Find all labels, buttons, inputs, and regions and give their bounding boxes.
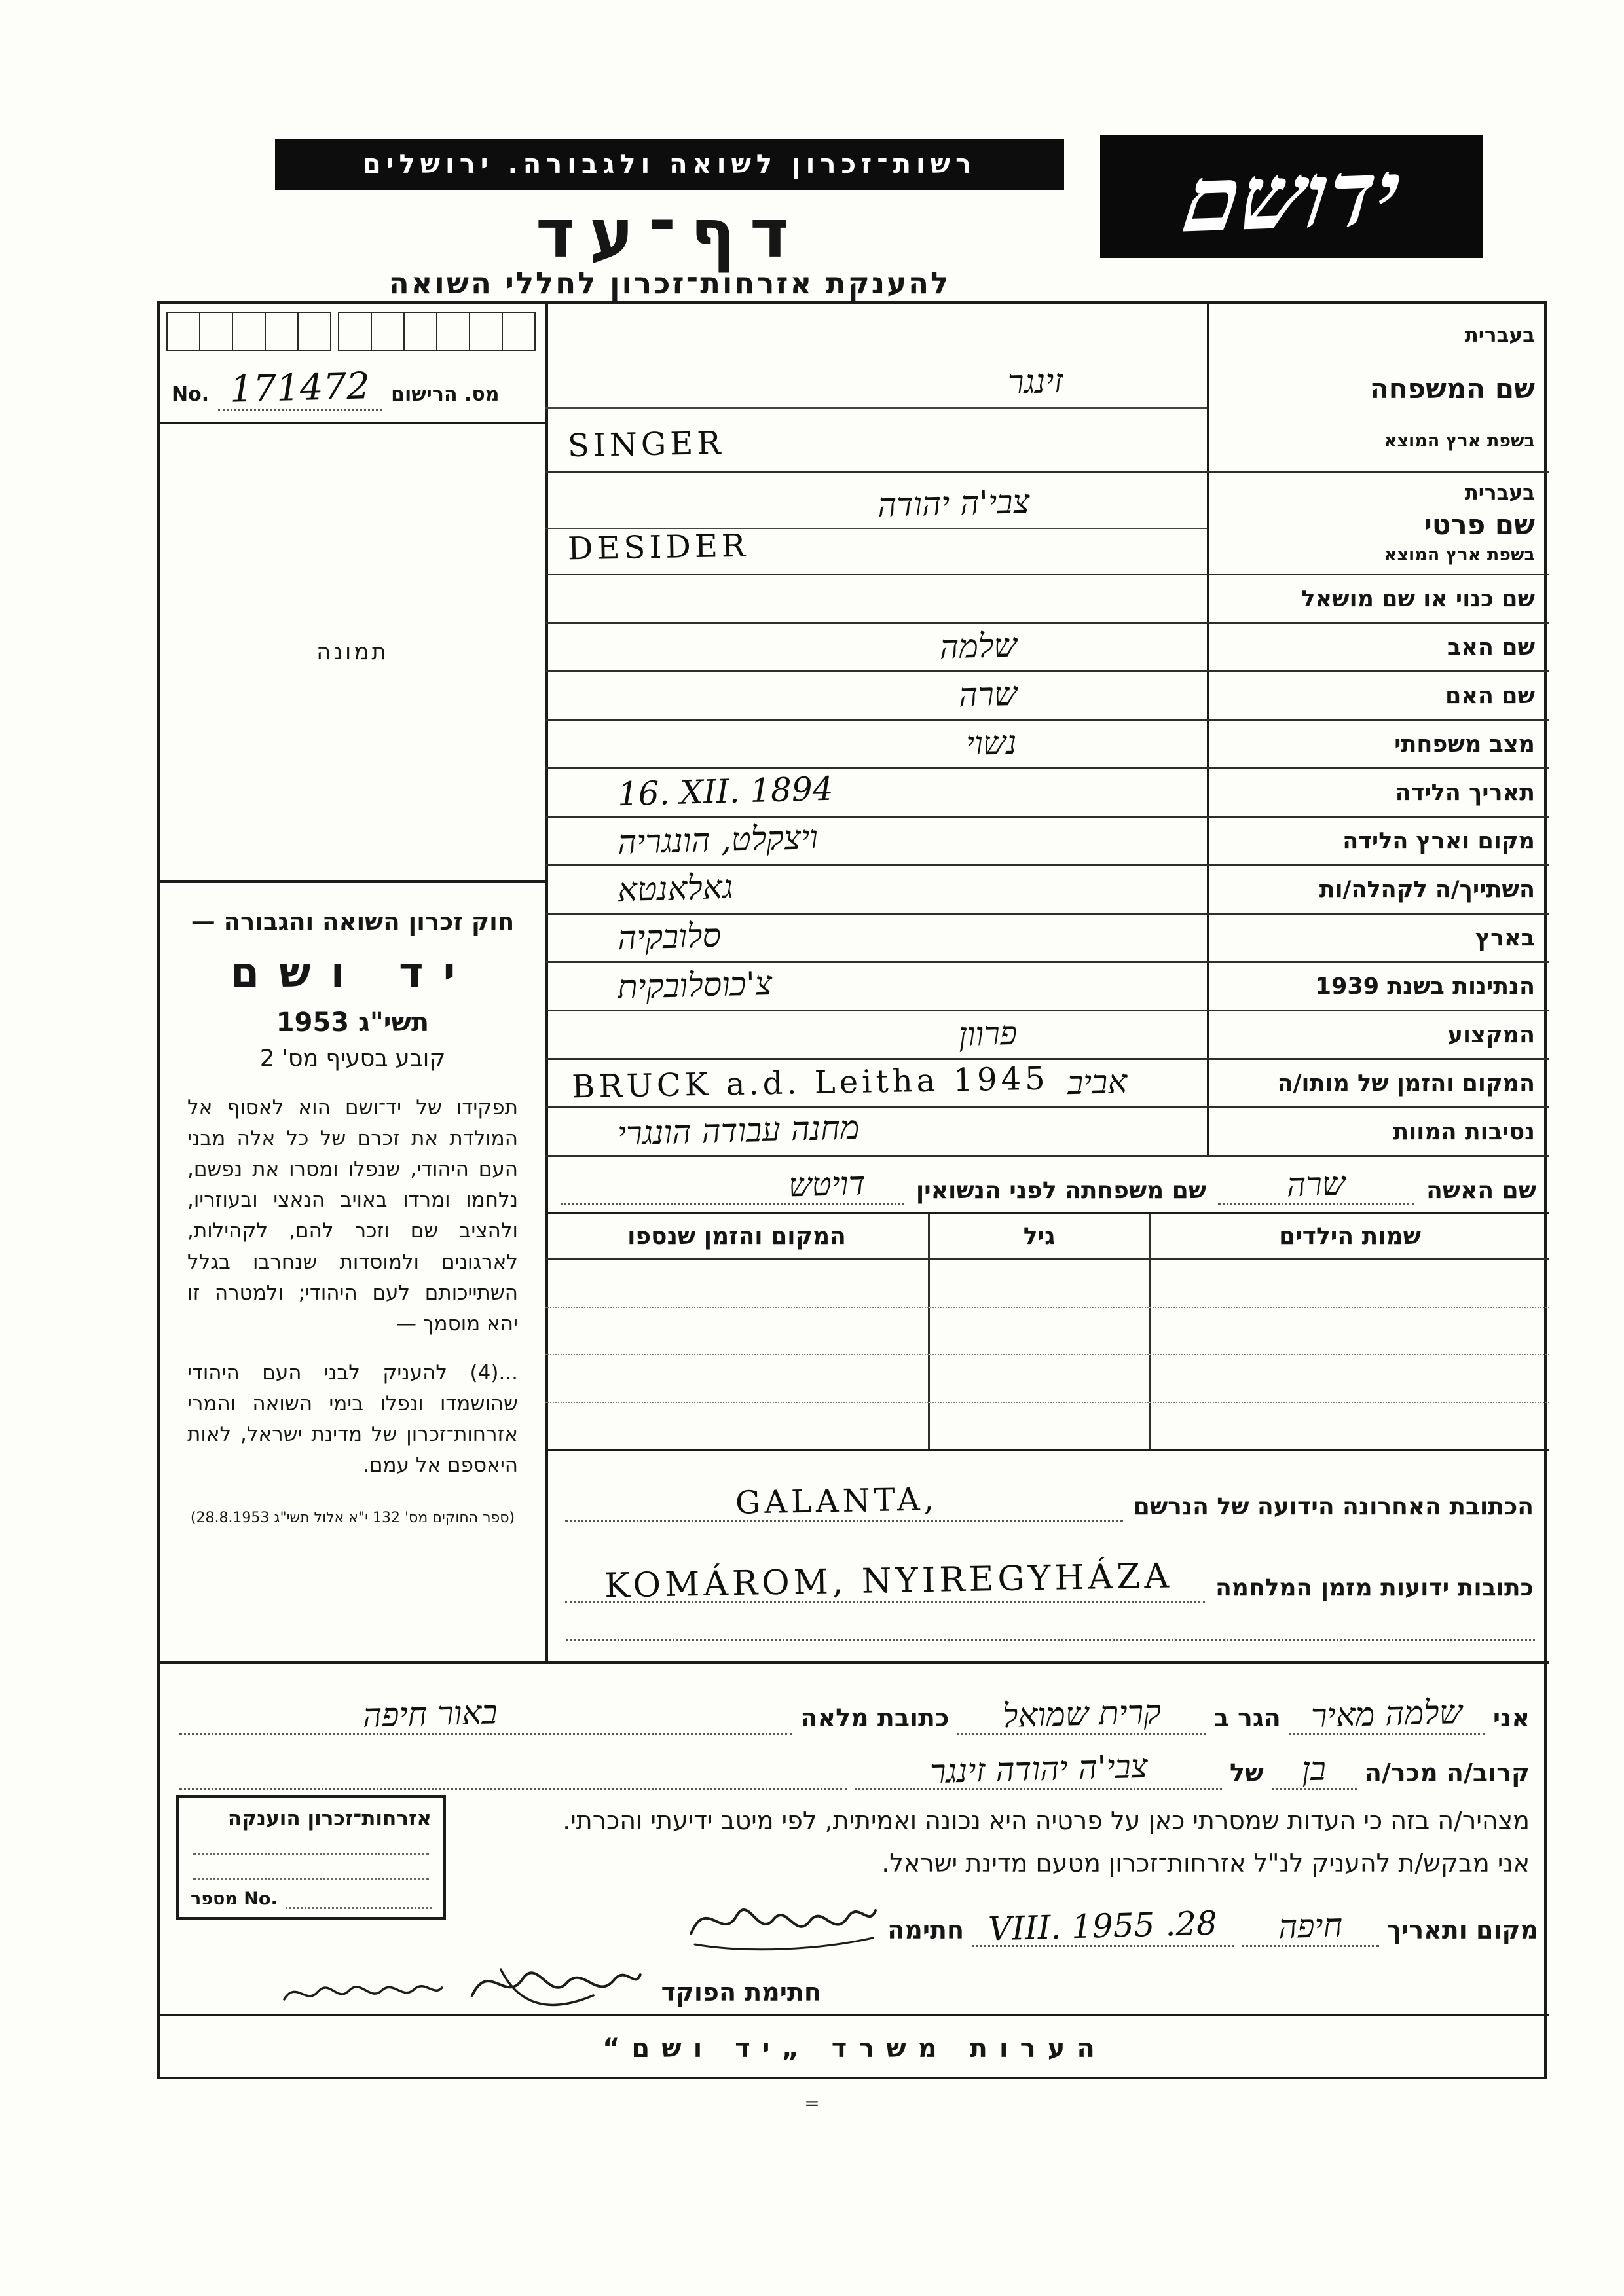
field-label-text: שם האב <box>1447 634 1535 661</box>
children-names-header: שמות הילדים <box>1149 1214 1549 1258</box>
field-label <box>1207 963 1549 1010</box>
place-field <box>1242 1907 1379 1947</box>
form-row-citizenship-1939 <box>545 963 1549 1011</box>
divider <box>160 1661 1549 1664</box>
subject-name-handwriting: צבי'ה יהודה זינגר <box>929 1747 1149 1791</box>
family-name-label: שם המשפחה <box>1369 373 1535 405</box>
grid-cell <box>371 312 405 351</box>
declaration-line-signature <box>648 1888 1538 1947</box>
wartime-addresses-field <box>565 1556 1205 1606</box>
handwritten-value-latin: BRUCK a.d. Leitha 1945 <box>571 1060 1050 1106</box>
declarant-name-field <box>1289 1692 1485 1736</box>
children-table-row <box>545 1355 1549 1403</box>
wife-name-field <box>1218 1165 1414 1205</box>
hebrew-label: בעברית <box>1464 481 1535 505</box>
registration-number-row <box>172 367 500 411</box>
page-subtitle: להענקת אזרחות־זכרון לחללי השואה <box>388 266 951 301</box>
blank-writing-line <box>193 1831 429 1855</box>
law-section: קובע בסעיף מס' 2 <box>259 1046 446 1072</box>
field-label <box>1207 915 1549 961</box>
place-handwriting: חיפה <box>1278 1906 1343 1946</box>
law-clause-text: ...(4) להעניק לבני העם היהודי שהושמדו ונפלו בימי השואה והמרי אזרחות־זכרון של מדינת ישראל, לאות היאספם אל עמם. <box>187 1360 518 1478</box>
field-label <box>1207 672 1549 719</box>
form-row-given-name <box>545 473 1549 575</box>
given-name-hebrew-handwriting: צבי'ה יהודה <box>877 482 1031 525</box>
children-age-header: גיל <box>928 1214 1149 1258</box>
field-label-text: המקצוע <box>1447 1021 1535 1048</box>
law-sidebar <box>160 885 545 1661</box>
signature-label: חתימה <box>887 1916 965 1944</box>
form-row-death-circumstances <box>545 1108 1549 1157</box>
field-value <box>545 624 1207 670</box>
field-value <box>545 866 1207 913</box>
law-heading: חוק זכרון השואה והגבורה — <box>191 907 515 936</box>
field-label-text: השתייך/ה לקהלה/ות <box>1319 876 1535 903</box>
grid-cell <box>338 312 372 351</box>
of-label: של <box>1230 1758 1264 1787</box>
field-value <box>545 1011 1207 1058</box>
last-known-address-label: הכתובת האחרונה הידועה של הנרשם <box>1133 1493 1534 1520</box>
authority-banner-text: רשות־זכרון לשואה ולגבורה. ירושלים <box>362 149 977 179</box>
field-label <box>1207 1060 1549 1106</box>
field-label <box>1207 769 1549 816</box>
citizenship-number-row <box>191 1880 432 1909</box>
handwritten-value: סלובקיה <box>617 916 722 958</box>
law-year: תשי"ג 1953 <box>276 1008 430 1038</box>
handwritten-value: גאלאנטא <box>617 867 734 909</box>
wife-name-label: שם האשה <box>1426 1177 1536 1204</box>
relation-handwriting: בן <box>1301 1749 1327 1789</box>
handwritten-value-hebrew: אביב <box>1066 1062 1128 1102</box>
photo-placeholder <box>160 424 545 883</box>
subject-name-field <box>855 1747 1222 1791</box>
maiden-name-label: שם משפחתה לפני הנשואין <box>915 1177 1207 1204</box>
children-table-row <box>545 1260 1549 1308</box>
last-known-address-handwriting: GALANTA, <box>735 1481 938 1522</box>
handwritten-value: שלמה <box>939 626 1018 666</box>
grid-cell <box>502 312 536 351</box>
declaration-line-identity <box>179 1679 1530 1735</box>
registration-number-handwriting: 171472 <box>229 365 371 411</box>
given-name-hebrew-line <box>545 473 1207 529</box>
handwritten-value: שרה <box>957 674 1018 715</box>
divider <box>160 2014 1549 2016</box>
field-label <box>1207 1011 1549 1058</box>
field-label-text: הנתינות בשנת 1939 <box>1315 973 1535 1000</box>
field-value <box>545 915 1207 961</box>
authority-banner <box>275 139 1064 190</box>
grid-cell <box>166 312 200 351</box>
blank-writing-line <box>193 1855 429 1880</box>
yad-vashem-logo-text: ידושם <box>1176 139 1407 253</box>
maiden-name-handwriting: דויטש <box>787 1164 866 1205</box>
field-label-text: מצב משפחתי <box>1394 731 1535 757</box>
origin-language-label: בשפת ארץ המוצא <box>1384 431 1535 452</box>
citizenship-granted-title: אזרחות־זכרון הוענקה <box>227 1807 432 1831</box>
field-label <box>1207 866 1549 913</box>
citizenship-number-label: מספר No. <box>191 1889 278 1909</box>
children-table-header <box>545 1214 1549 1260</box>
field-value <box>545 963 1207 1010</box>
page-title: דף־עד <box>535 195 804 273</box>
witness-signature <box>683 1887 879 1952</box>
last-known-address-row <box>545 1451 1549 1532</box>
family-name-hebrew-handwriting: זינגר <box>1006 361 1063 402</box>
registration-number-field <box>218 367 382 411</box>
form-row-family-name <box>545 304 1549 473</box>
grid-cell <box>403 312 437 351</box>
official-signature-label: חתימת הפוקד <box>661 1978 821 2007</box>
given-name-latin-handwriting: DESIDER <box>567 527 750 568</box>
citizenship-granted-box <box>176 1795 446 1920</box>
field-value <box>545 769 1207 816</box>
form-row-mother-name <box>545 672 1549 721</box>
declaration-statement-1: מצהיר/ה בזה כי העדות שמסרתי כאן על פרטיה היא נכונה ואמיתית, לפי מיטב ידיעתי והכרתי. <box>563 1806 1530 1835</box>
field-value <box>545 575 1207 622</box>
form-row-death-place-time <box>545 1060 1549 1108</box>
field-value <box>545 672 1207 719</box>
family-name-latin-line <box>545 409 1207 471</box>
field-value <box>545 721 1207 767</box>
official-name-scribble <box>278 1965 447 2014</box>
i-label: אני <box>1492 1704 1530 1732</box>
handwritten-value: 16. XII. 1894 <box>617 769 834 814</box>
declaration-statement-2: אני מבקש/ת להעניק לנ"ל אזרחות־זכרון מטעם מדינת ישראל. <box>881 1849 1530 1878</box>
family-name-hebrew-line <box>545 304 1207 409</box>
residence-field <box>957 1692 1206 1736</box>
law-body-text: תפקידו של יד־ושם הוא לאסוף אל המולדת את זכרם של כל אלה מבני העם היהודי, שנפלו ומסרו את נפשם, נלחמו ומרדו באויב הנאצי ובעוזריו, ולהציב שם וזכר להם, לקהילות, לארגונים ולמוסדות שנחרבו בגלל השתייכותם לעם היהודי; ולמטרה זו יהא מוסמך — <box>187 1096 518 1336</box>
full-address-label: כתובת מלאה <box>800 1704 950 1732</box>
handwritten-value: פרוון <box>958 1013 1018 1054</box>
date-field <box>972 1904 1234 1948</box>
relation-field <box>1272 1750 1357 1790</box>
wartime-addresses-handwriting: KOMÁROM, NYIREGYHÁZA <box>604 1556 1173 1606</box>
grid-cell <box>469 312 503 351</box>
field-value <box>545 1060 1207 1106</box>
no-label: No. <box>172 383 210 406</box>
full-address-handwriting: באור חיפה <box>362 1693 498 1735</box>
form-fields <box>545 304 1549 1157</box>
form-row-profession <box>545 1011 1549 1060</box>
form-row-birth-place <box>545 818 1549 866</box>
registration-number-label: מס. הרישום <box>391 383 500 406</box>
children-place-header: המקום והזמן שנספו <box>627 1223 846 1250</box>
grid-cell <box>297 312 331 351</box>
page-mark: = <box>804 2092 820 2114</box>
field-label-text: בארץ <box>1475 924 1535 951</box>
law-title: יד ושם <box>230 949 475 997</box>
resident-label: הגר ב <box>1213 1704 1281 1732</box>
official-signature <box>463 1952 646 2014</box>
field-label-text: מקום וארץ הלידה <box>1342 828 1535 854</box>
field-value <box>545 818 1207 864</box>
place-date-label: מקום ותאריך <box>1387 1916 1538 1944</box>
field-label <box>1207 721 1549 767</box>
wartime-addresses-row <box>545 1532 1549 1613</box>
family-name-labels <box>1207 304 1549 471</box>
office-notes-label: הערות משרד „יד ושם“ <box>602 2033 1107 2064</box>
last-known-address-field <box>565 1483 1123 1522</box>
residence-handwriting: קרית שמואל <box>1001 1692 1162 1736</box>
form-row-birth-date <box>545 769 1549 818</box>
form-frame <box>157 301 1547 2079</box>
declarant-name-handwriting: שלמה מאיר <box>1310 1692 1464 1736</box>
field-label-text: תאריך הלידה <box>1395 779 1535 806</box>
children-table-row <box>545 1308 1549 1356</box>
given-name-latin-line <box>545 529 1207 574</box>
field-label <box>1207 1108 1549 1155</box>
field-label-text: המקום והזמן של מותו/ה <box>1277 1070 1535 1097</box>
field-label <box>1207 575 1549 622</box>
form-row-marital-status <box>545 721 1549 769</box>
hebrew-label: בעברית <box>1464 323 1535 347</box>
handwritten-value: ויצקלט, הונגריה <box>617 818 819 862</box>
field-label-text: שם כנוי או שם מושאל <box>1301 585 1535 612</box>
handwritten-value: צ'כוסלובקית <box>617 964 773 1007</box>
full-address-field <box>179 1695 792 1735</box>
family-name-values <box>545 304 1207 471</box>
field-label <box>1207 818 1549 864</box>
law-citation: (ספר החוקים מס' 132 י"א אלול תשי"ג 28.8.1953) <box>190 1510 515 1527</box>
declaration-line-relation <box>179 1738 1530 1790</box>
field-label <box>1207 624 1549 670</box>
given-name-labels <box>1207 473 1549 574</box>
given-name-label: שם פרטי <box>1424 509 1535 541</box>
form-row-father-name <box>545 624 1549 672</box>
children-table-row <box>545 1403 1549 1449</box>
handwritten-value: נשוי <box>965 723 1018 763</box>
grid-cell <box>265 312 299 351</box>
date-handwriting: 28. VIII. 1955 <box>987 1904 1218 1948</box>
blank-writing-line <box>286 1907 432 1909</box>
family-name-latin-handwriting: SINGER <box>567 424 725 465</box>
field-value <box>545 1108 1207 1155</box>
grid-cell <box>436 312 470 351</box>
form-row-community <box>545 866 1549 915</box>
wife-name-handwriting: שרה <box>1286 1164 1346 1205</box>
maiden-name-field <box>561 1165 904 1205</box>
official-signature-line <box>278 1950 821 2009</box>
field-label-text: שם האם <box>1445 682 1535 709</box>
photo-label: תמונה <box>316 639 389 665</box>
field-label-text: נסיבות המוות <box>1393 1118 1535 1145</box>
children-table <box>545 1214 1549 1451</box>
handwritten-value: מחנה עבודה הונגרי <box>617 1108 860 1153</box>
form-row-wife <box>545 1157 1549 1214</box>
given-name-values <box>545 473 1207 574</box>
grid-cell <box>232 312 266 351</box>
origin-language-label: בשפת ארץ המוצא <box>1384 545 1535 565</box>
blank-writing-line <box>566 1639 1535 1641</box>
blank-writing-line <box>179 1788 847 1790</box>
form-row-nickname <box>545 575 1549 624</box>
form-row-country <box>545 915 1549 963</box>
registration-grid <box>166 312 534 351</box>
relation-label: קרוב/ה מכר/ה <box>1364 1758 1530 1787</box>
wartime-addresses-label: כתובות ידועות מזמן המלחמה <box>1215 1575 1534 1601</box>
yad-vashem-logo <box>1100 135 1483 258</box>
grid-cell <box>199 312 233 351</box>
